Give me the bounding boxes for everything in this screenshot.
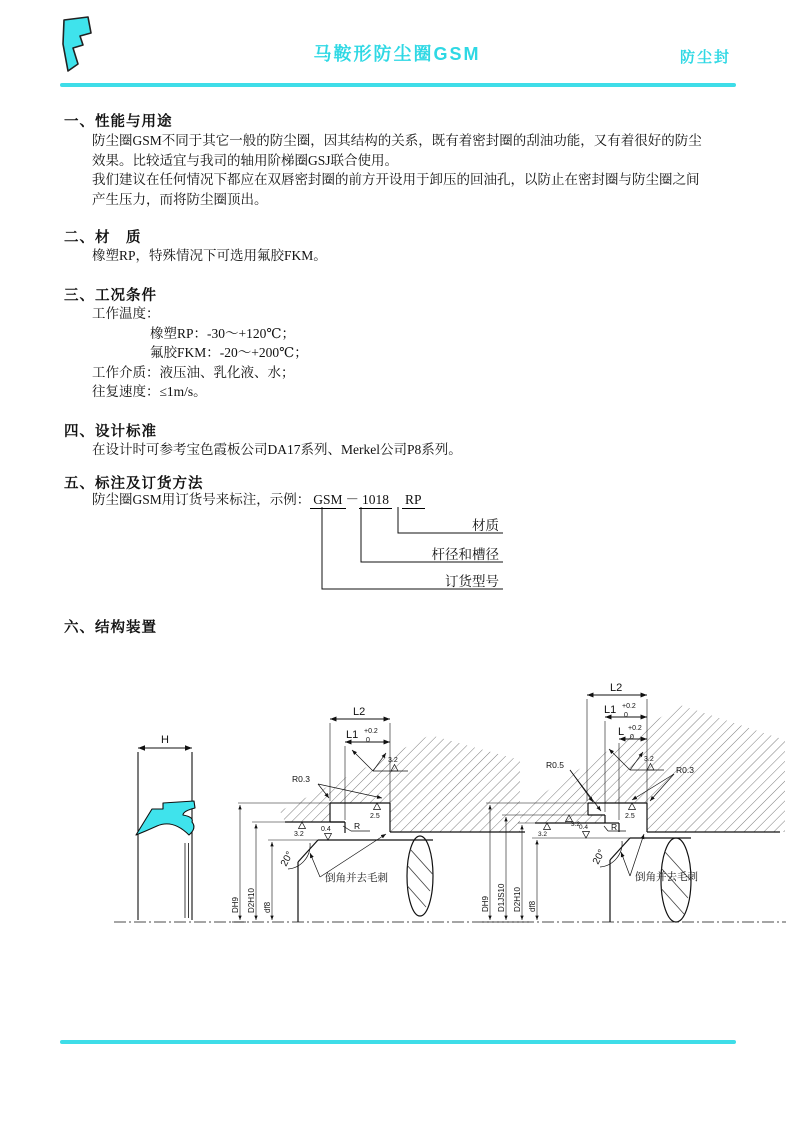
- label-order-model: 订货型号: [445, 574, 499, 589]
- groove-walls: [138, 752, 192, 920]
- s3-temp-fkm: 氟胶FKM：-20～+200℃；: [150, 345, 308, 360]
- header-corner-label: 防尘封: [680, 49, 732, 66]
- section1-heading: 一、性能与用途: [64, 114, 173, 130]
- label-rod-groove-diameter: 杆径和槽径: [431, 547, 499, 562]
- order-code-series: GSM: [310, 492, 345, 509]
- section2-body: 橡塑RP，特殊情况下可选用氟胶FKM。: [92, 248, 327, 263]
- section3-heading: 三、工况条件: [64, 288, 157, 304]
- section6-heading: 六、结构装置: [64, 620, 157, 636]
- f25-value: 2.5: [625, 813, 635, 820]
- l1-label: L1: [346, 729, 359, 741]
- l1-tol-upper: +0.2: [364, 728, 378, 735]
- l2-label: L2: [610, 682, 623, 694]
- dim-D2H10: D2H10: [513, 887, 522, 912]
- s1-line1: 防尘圈GSM不同于其它一般的防尘圈，因其结构的关系，既有着密封圈的刮油功能，又有着很好的防尘: [92, 133, 702, 148]
- order-code-size: 1018: [359, 492, 392, 509]
- f32-bore-mark: [299, 822, 306, 829]
- chamfer-angle-label: 20°: [590, 847, 608, 867]
- seal-cross-section: [136, 801, 195, 835]
- chamfer-note: 倒角并去毛刺: [635, 872, 698, 883]
- r05-label: R0.5: [546, 760, 564, 770]
- f04-rod-value: 0.4: [321, 826, 331, 833]
- finish-32-top: 3.2: [644, 756, 654, 763]
- s3-temp-label: 工作温度：: [92, 306, 160, 321]
- s3-medium: 工作介质：液压油、乳化液、水；: [92, 364, 295, 380]
- f32-ledge-value: 3.2: [571, 821, 581, 828]
- s1-line3: 我们建议在任何情况下都应在双唇密封圈的前方开设用于卸压的回油孔，以防止在密封圈与防尘圈之间: [92, 172, 700, 187]
- order-code-callout-diagram: [313, 505, 513, 597]
- dim-DH9: DH9: [231, 896, 240, 913]
- dim-DH9: DH9: [481, 895, 490, 912]
- l1-label: L1: [604, 704, 617, 716]
- f25-mark: [374, 803, 381, 810]
- header-rule: [60, 83, 736, 87]
- chamfer-note: 倒角并去毛刺: [325, 873, 388, 884]
- f32-bore-mark: [544, 823, 551, 830]
- section3-body: [92, 304, 740, 402]
- f25-value: 2.5: [370, 813, 380, 820]
- section4-body: 在设计时可参考宝色霞板公司DA17系列、Merkel公司P8系列。: [92, 442, 462, 457]
- order-code-intro: 防尘圈GSM用订货号来标注，示例：: [92, 492, 311, 507]
- s3-speed: 往复速度：≤1m/s。: [92, 384, 207, 399]
- s1-line4: 产生压力，而将防尘圈顶出。: [92, 191, 268, 207]
- section1-body: [92, 131, 740, 209]
- f32-bore-value: 3.2: [538, 831, 548, 838]
- section4-heading: 四、设计标准: [64, 424, 157, 440]
- f04-rod-mark: [325, 834, 332, 841]
- dim-df8: df8: [528, 900, 537, 912]
- dim-df8: df8: [263, 901, 272, 913]
- label-material: 材质: [472, 518, 499, 533]
- drawing-seal-profile: [110, 715, 250, 940]
- l1-tol-lower: 0: [624, 712, 628, 719]
- l1-tol-upper: +0.2: [622, 703, 636, 710]
- l1-tol-lower: 0: [366, 737, 370, 744]
- footer-rule: [60, 1040, 736, 1044]
- order-code-material: RP: [402, 492, 425, 509]
- l-tol-upper: +0.2: [628, 725, 642, 732]
- order-code-dash: －: [345, 492, 360, 507]
- dim-D1JS10: D1JS10: [497, 883, 506, 912]
- r03-label: R0.3: [676, 765, 694, 775]
- s3-temp-rp: 橡塑RP：-30～+120℃；: [150, 325, 295, 341]
- dim-D2H10: D2H10: [247, 888, 256, 913]
- section2-heading: 二、材 质: [64, 230, 142, 246]
- h-dimension-label: H: [161, 734, 169, 746]
- chamfer-note-leaders: [621, 834, 644, 876]
- f04-rod-value: 0.4: [579, 824, 589, 831]
- f32-bore-value: 3.2: [294, 831, 304, 838]
- f04-rod-mark: [583, 832, 590, 839]
- page-title: 马鞍形防尘圈GSM: [313, 44, 481, 64]
- mouth-radius-label: R: [354, 821, 361, 831]
- f25-mark: [629, 803, 636, 810]
- r03-label: R0.3: [292, 774, 310, 784]
- drawing-groove-stepped: [480, 660, 792, 945]
- finish-32-top: 3.2: [388, 757, 398, 764]
- section5-heading: 五、标注及订货方法: [64, 476, 204, 492]
- l2-label: L2: [353, 706, 366, 718]
- mouth-radius-label: R: [611, 822, 618, 832]
- l-tol-lower: 0: [630, 734, 634, 741]
- chamfer-angle-label: 20°: [278, 849, 296, 869]
- s1-line2: 效果。比较适宜与我司的轴用阶梯圈GSJ联合使用。: [92, 152, 399, 168]
- l-label: L: [618, 726, 625, 738]
